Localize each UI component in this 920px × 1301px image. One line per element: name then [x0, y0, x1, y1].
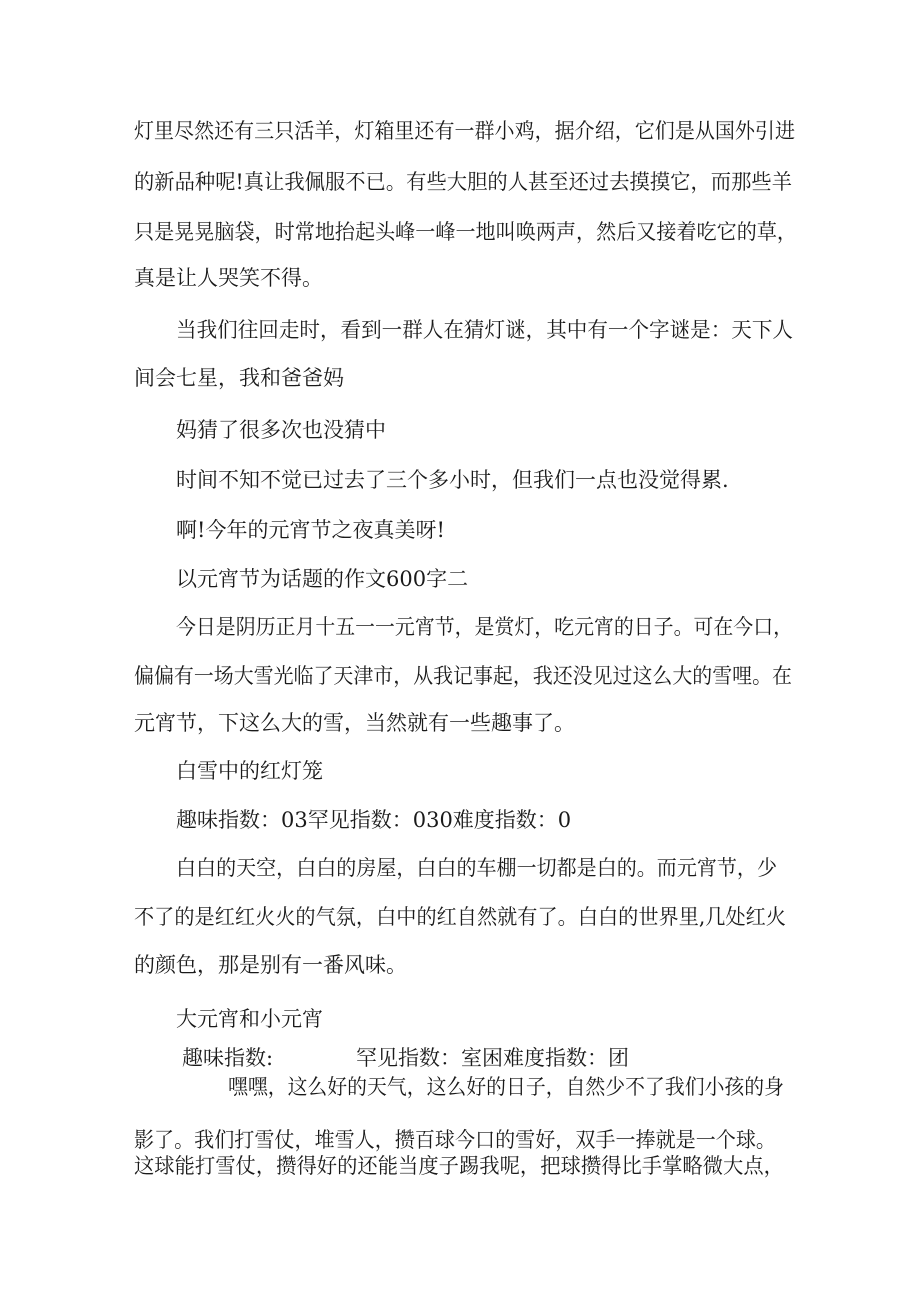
text-line: 啊!今年的元宵节之夜真美呀! — [176, 518, 445, 542]
text-line: 今日是阴历正月十五一一元宵节，是赏灯，吃元宵的日子。可在今口， — [176, 615, 793, 639]
text-line: 间会七星，我和爸爸妈 — [134, 366, 344, 390]
text-line: 这球能打雪仗，攒得好的还能当度子踢我呢，把球攒得比手掌略微大点， — [134, 1154, 784, 1178]
text-line: 的颜色，那是别有一番风味。 — [134, 953, 407, 977]
text-line: 白白的天空，白白的房屋，白白的车棚一切都是白的。而元宵节，少 — [176, 856, 777, 880]
text-line: 趣味指数：03罕见指数：030难度指数：0 — [176, 808, 572, 832]
section-heading: 以元宵节为话题的作文600字二 — [176, 567, 469, 591]
text-line: 罕见指数：室困难度指数：团 — [356, 1046, 629, 1070]
text-line: 嘿嘿，这么好的天气，这么好的日子，自然少不了我们小孩的身 — [228, 1075, 784, 1099]
subheading: 白雪中的红灯笼 — [176, 759, 323, 783]
text-line: 只是晃晃脑袋，时常地抬起头峰一峰一地叫唤两声，然后又接着吃它的草， — [134, 220, 797, 244]
text-line: 元宵节，下这么大的雪，当然就有一些趣事了。 — [134, 711, 575, 735]
subheading: 大元宵和小元宵 — [176, 1007, 323, 1031]
text-line: 偏偏有一场大雪光临了天津市，从我记事起，我还没见过这么大的雪哩。在 — [134, 664, 792, 688]
text-line: 妈猜了很多次也没猜中 — [176, 418, 386, 442]
text-line: 影了。我们打雪仗，堆雪人，攒百球今口的雪好，双手一捧就是一个球。 — [134, 1128, 776, 1152]
text-line: 趣味指数: — [182, 1046, 274, 1070]
text-line: 当我们往回走时，看到一群人在猜灯谜，其中有一个字谜是：天下人 — [176, 318, 793, 342]
text-line: 真是让人哭笑不得。 — [134, 266, 323, 290]
text-line: 时间不知不觉已过去了三个多小时，但我们一点也没觉得累. — [176, 468, 729, 492]
text-line: 的新品种呢!真让我佩服不已。有些大胆的人甚至还过去摸摸它，而那些羊 — [134, 170, 792, 194]
text-line: 灯里尽然还有三只活羊，灯箱里还有一群小鸡，据介绍，它们是从国外引进 — [134, 119, 795, 143]
text-line: 不了的是红红火火的气氛，白中的红自然就有了。白白的世界里,几处红火 — [134, 905, 786, 929]
